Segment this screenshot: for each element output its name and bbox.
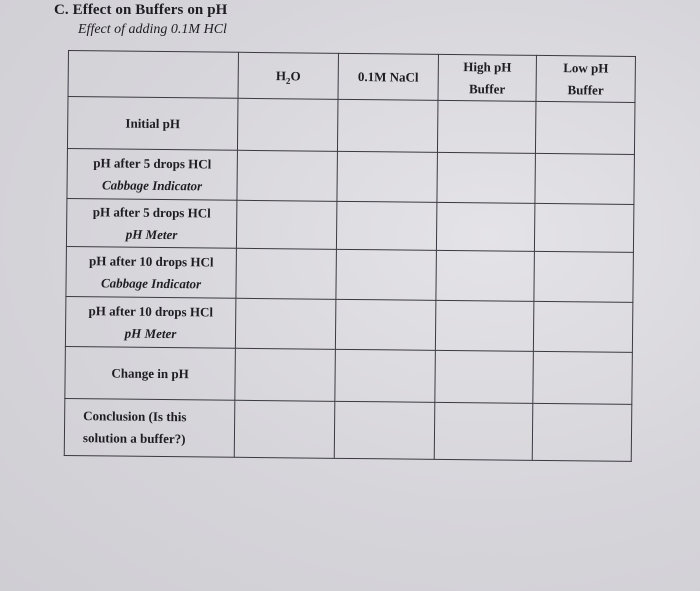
table-row xyxy=(66,246,633,302)
answer-cell[interactable] xyxy=(436,202,534,251)
answer-cell[interactable] xyxy=(335,299,436,350)
answer-cell[interactable] xyxy=(435,350,534,403)
section-heading: C. Effect on Buffers on pH xyxy=(54,2,228,18)
answer-cell[interactable] xyxy=(335,349,436,402)
answer-cell[interactable] xyxy=(434,402,533,460)
answer-cell[interactable] xyxy=(337,151,438,202)
answer-cell[interactable] xyxy=(336,201,436,250)
table-row xyxy=(66,198,633,252)
answer-cell[interactable] xyxy=(334,401,435,459)
row-label-5-drops-cabbage: pH after 5 drops HCl Cabbage Indicator xyxy=(67,148,238,200)
answer-cell[interactable] xyxy=(235,298,336,349)
answer-cell[interactable] xyxy=(337,99,438,152)
column-header-high-ph-buffer: High pH Buffer xyxy=(438,54,536,101)
answer-cell[interactable] xyxy=(236,248,337,299)
table-row xyxy=(67,148,634,204)
answer-cell[interactable] xyxy=(535,101,635,154)
row-label-initial-ph: Initial pH xyxy=(67,97,238,151)
table-header-row xyxy=(68,51,635,103)
table-row xyxy=(64,398,632,461)
row-label-10-drops-meter: pH after 10 drops HCl pH Meter xyxy=(65,296,236,348)
column-header-low-ph-buffer: Low pH Buffer xyxy=(536,55,635,102)
answer-cell[interactable] xyxy=(535,153,635,204)
answer-cell[interactable] xyxy=(437,152,536,203)
answer-cell[interactable] xyxy=(532,403,632,461)
row-label-change-in-ph: Change in pH xyxy=(65,346,236,400)
answer-cell[interactable] xyxy=(436,250,535,301)
table-row xyxy=(67,97,635,155)
answer-cell[interactable] xyxy=(235,348,336,401)
answer-cell[interactable] xyxy=(336,249,437,300)
corner-cell xyxy=(68,51,238,99)
answer-cell[interactable] xyxy=(534,251,634,302)
answer-cell[interactable] xyxy=(534,203,633,252)
answer-cell[interactable] xyxy=(435,300,534,351)
table-row xyxy=(65,346,633,404)
answer-cell[interactable] xyxy=(237,150,338,201)
column-header-water: $H_2O$ xyxy=(238,52,338,99)
answer-cell[interactable] xyxy=(234,400,335,458)
row-label-5-drops-meter: pH after 5 drops HCl pH Meter xyxy=(66,198,236,248)
row-label-conclusion: Conclusion (Is this solution a buffer?) xyxy=(64,398,235,457)
section-subheading: Effect of adding 0.1M HCl xyxy=(78,22,227,37)
column-header-nacl: 0.1M NaCl xyxy=(338,53,438,100)
answer-cell[interactable] xyxy=(236,200,336,249)
answer-cell[interactable] xyxy=(437,100,536,153)
table-row xyxy=(65,296,632,352)
row-label-10-drops-cabbage: pH after 10 drops HCl Cabbage Indicator xyxy=(66,246,237,298)
answer-cell[interactable] xyxy=(533,301,633,352)
answer-cell[interactable] xyxy=(533,351,633,404)
buffer-results-table xyxy=(64,50,636,462)
answer-cell[interactable] xyxy=(237,98,338,151)
